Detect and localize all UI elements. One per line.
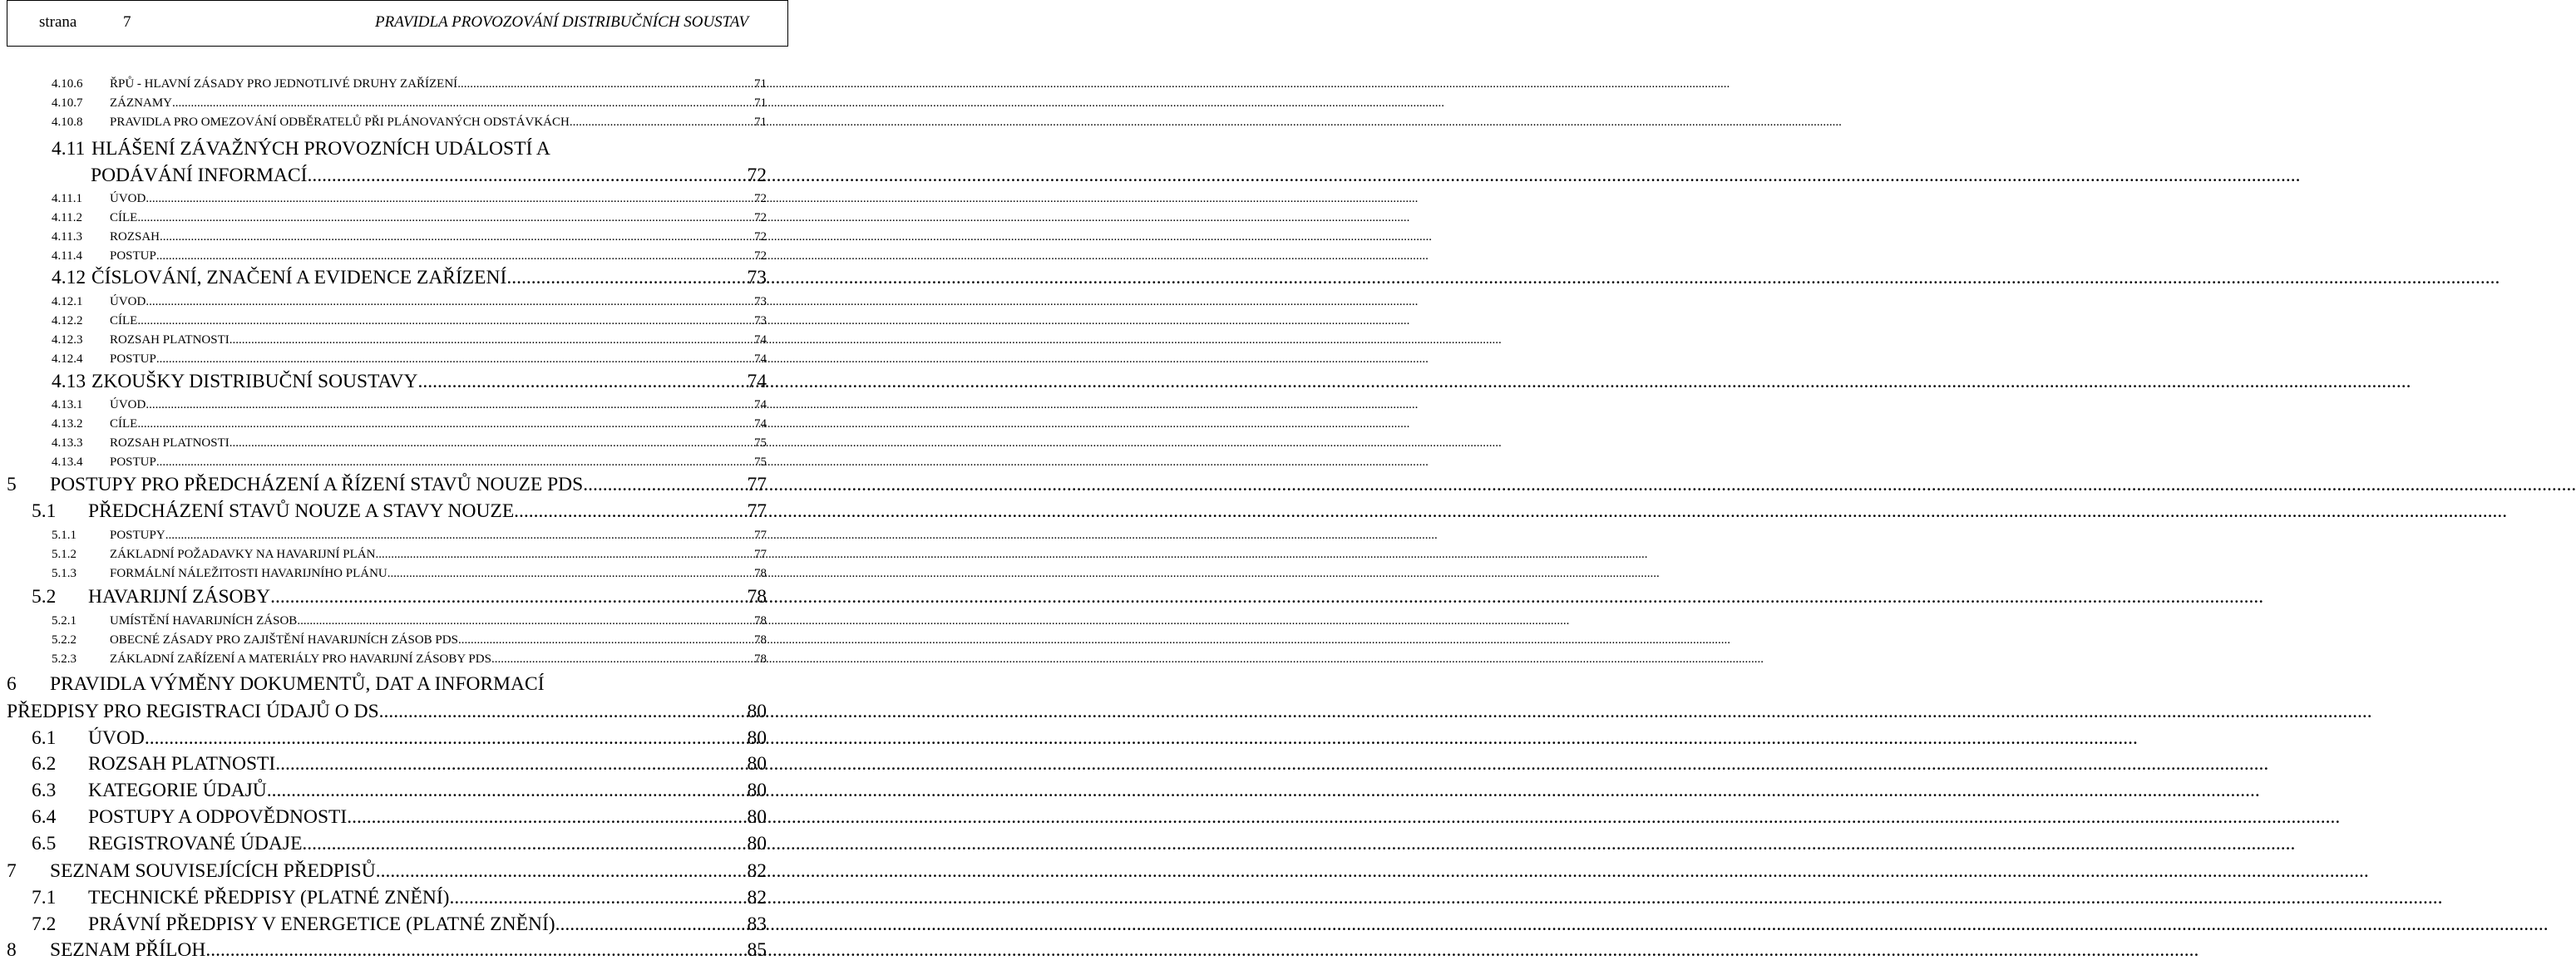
toc-title: PODÁVÁNÍ INFORMACÍ (91, 165, 308, 186)
toc-title: HLÁŠENÍ ZÁVAŽNÝCH PROVOZNÍCH UDÁLOSTÍ A (91, 138, 550, 160)
toc-entry-5[interactable] (7, 474, 767, 499)
toc-page: 78 (754, 614, 767, 628)
dot-leader (491, 652, 754, 667)
dot-leader (229, 333, 754, 347)
toc-number: 4.12 (52, 267, 86, 288)
toc-entry-5-2-1[interactable] (52, 614, 767, 632)
toc-number: 6.4 (32, 806, 57, 828)
dot-leader (267, 780, 748, 802)
toc-page: 80 (747, 806, 767, 828)
toc-title: POSTUP (110, 352, 156, 366)
toc-title: ČÍSLOVÁNÍ, ZNAČENÍ A EVIDENCE ZAŘÍZENÍ (91, 267, 507, 288)
toc-entry-6-1[interactable] (32, 727, 767, 752)
toc-entry-7[interactable] (7, 860, 767, 885)
toc-number: 8 (7, 939, 17, 961)
toc-title: CÍLE (110, 211, 138, 224)
dot-leader (145, 727, 748, 750)
toc-page: 77 (754, 548, 767, 561)
toc-entry-4-11-3[interactable] (52, 230, 767, 248)
toc-page: 80 (747, 701, 767, 722)
toc-title: PRÁVNÍ PŘEDPISY V ENERGETICE (PLATNÉ ZNĚNÍ) (88, 913, 555, 935)
toc-number: 6.5 (32, 833, 57, 854)
toc-number: 6 (7, 673, 17, 695)
toc-number: 7.1 (32, 887, 57, 908)
toc-title: CÍLE (110, 417, 138, 431)
toc-entry-4-10-7[interactable] (52, 96, 767, 114)
dot-leader (417, 371, 747, 393)
toc-page: 85 (747, 939, 767, 961)
dot-leader (458, 633, 754, 647)
toc-number: 4.13.2 (52, 417, 83, 431)
toc-entry-4-12-2[interactable] (52, 314, 767, 332)
toc-number: 5.2 (32, 586, 57, 608)
dot-leader (514, 500, 747, 523)
toc-entry-5-2-3[interactable] (52, 652, 767, 670)
toc-entry-6-continued[interactable] (7, 701, 767, 726)
toc-page: 78 (754, 652, 767, 666)
toc-entry-4-13-4[interactable] (52, 455, 767, 473)
toc-entry-4-10-6[interactable] (52, 77, 767, 95)
toc-number: 4.10.7 (52, 96, 83, 110)
toc-entry-5-1[interactable] (32, 500, 767, 525)
toc-title: PŘEDPISY PRO REGISTRACI ÚDAJŮ O DS (7, 701, 379, 722)
dot-leader (160, 230, 754, 244)
toc-entry-4-12-4[interactable] (52, 352, 767, 370)
toc-entry-4-13[interactable] (52, 371, 767, 396)
toc-number: 4.11.2 (52, 211, 82, 224)
dot-leader (229, 436, 754, 450)
toc-title: ROZSAH PLATNOSTI (110, 436, 229, 450)
dot-leader (165, 529, 754, 543)
dot-leader (137, 417, 754, 431)
dot-leader (302, 833, 747, 855)
dot-leader (379, 701, 748, 723)
dot-leader (375, 548, 754, 562)
toc-number: 5.1.2 (52, 548, 76, 561)
toc-number: 7.2 (32, 913, 57, 935)
dot-leader (275, 753, 747, 775)
toc-page: 72 (754, 192, 767, 205)
toc-title: ZÁZNAMY (110, 96, 172, 110)
dot-leader (270, 586, 747, 608)
toc-number: 7 (7, 860, 17, 882)
dot-leader (297, 614, 754, 628)
toc-title: ROZSAH PLATNOSTI (88, 753, 276, 775)
dot-leader (146, 192, 754, 206)
dot-leader (156, 455, 754, 470)
toc-entry-7-2[interactable] (32, 913, 767, 938)
toc-number: 5.2.3 (52, 652, 76, 666)
toc-page: 74 (754, 417, 767, 431)
toc-title: OBECNÉ ZÁSADY PRO ZAJIŠTĚNÍ HAVARIJNÍCH ZÁSOB PDS (110, 633, 458, 647)
dot-leader (457, 77, 754, 91)
toc-number: 4.11.1 (52, 192, 82, 205)
toc-page: 71 (754, 116, 767, 129)
toc-title: POSTUPY (110, 529, 165, 542)
toc-page: 77 (747, 474, 767, 495)
toc-title: POSTUPY PRO PŘEDCHÁZENÍ A ŘÍZENÍ STAVŮ NOUZE PDS (50, 474, 584, 495)
toc-entry-4-13-3[interactable] (52, 436, 767, 454)
toc-entry-5-1-1[interactable] (52, 529, 767, 546)
toc-number: 5.1.3 (52, 567, 76, 580)
toc-entry-5-1-2[interactable] (52, 548, 767, 565)
toc-number: 5 (7, 474, 17, 495)
toc-title: ÚVOD (110, 295, 146, 308)
toc-number: 4.12.2 (52, 314, 83, 327)
toc-number: 4.13.4 (52, 455, 83, 469)
toc-entry-4-10-8[interactable] (52, 116, 767, 133)
toc-title: SEZNAM SOUVISEJÍCÍCH PŘEDPISŮ (50, 860, 376, 882)
toc-number: 4.12.1 (52, 295, 83, 308)
table-of-contents (0, 0, 798, 965)
toc-title: ÚVOD (110, 398, 146, 411)
toc-page: 73 (747, 267, 767, 288)
toc-page: 75 (754, 436, 767, 450)
toc-page: 83 (747, 913, 767, 935)
toc-entry-4-11-4[interactable] (52, 249, 767, 267)
toc-page: 73 (754, 295, 767, 308)
toc-number: 4.13.3 (52, 436, 83, 450)
toc-page: 77 (754, 529, 767, 542)
page-number: 7 (123, 13, 131, 31)
toc-entry-7-1[interactable] (32, 887, 767, 912)
toc-entry-6-2[interactable] (32, 753, 767, 778)
toc-title: PŘEDCHÁZENÍ STAVŮ NOUZE A STAVY NOUZE (88, 500, 515, 522)
toc-title: CÍLE (110, 314, 138, 327)
toc-entry-4-12-3[interactable] (52, 333, 767, 351)
toc-entry-6[interactable] (7, 673, 767, 698)
toc-page: 80 (747, 833, 767, 854)
toc-entry-6-3[interactable] (32, 780, 767, 805)
toc-page: 82 (747, 860, 767, 882)
toc-number: 4.12.3 (52, 333, 83, 347)
toc-page: 71 (754, 77, 767, 91)
dot-leader (137, 314, 754, 328)
toc-title: ZÁKLADNÍ POŽADAVKY NA HAVARIJNÍ PLÁN (110, 548, 376, 561)
toc-entry-5-1-3[interactable] (52, 567, 767, 584)
toc-number: 4.10.6 (52, 77, 83, 91)
toc-page: 74 (754, 333, 767, 347)
dot-leader (555, 913, 748, 936)
dot-leader (583, 474, 747, 496)
toc-number: 6.3 (32, 780, 57, 801)
toc-page: 74 (754, 398, 767, 411)
toc-number: 6.2 (32, 753, 57, 775)
toc-entry-4-12[interactable] (52, 267, 767, 292)
toc-title: ÚVOD (110, 192, 146, 205)
toc-page: 78 (754, 633, 767, 647)
toc-entry-4-11-continued[interactable] (91, 165, 767, 190)
dot-leader (156, 352, 754, 367)
toc-page: 80 (747, 753, 767, 775)
toc-number: 4.11.4 (52, 249, 82, 263)
toc-page: 72 (754, 230, 767, 244)
toc-number: 4.13 (52, 371, 86, 392)
toc-page: 77 (747, 500, 767, 522)
toc-page: 74 (754, 352, 767, 366)
toc-number: 5.1.1 (52, 529, 76, 542)
toc-number: 4.11 (52, 138, 86, 160)
toc-title: POSTUP (110, 455, 156, 469)
toc-page: 78 (747, 586, 767, 608)
toc-title: PRAVIDLA VÝMĚNY DOKUMENTŮ, DAT A INFORMACÍ (50, 673, 545, 695)
toc-title: ROZSAH PLATNOSTI (110, 333, 229, 347)
toc-page: 78 (754, 567, 767, 580)
toc-page: 80 (747, 727, 767, 749)
page-label: strana (39, 13, 77, 31)
toc-entry-4-11-2[interactable] (52, 211, 767, 229)
dot-leader (570, 116, 754, 130)
toc-entry-5-2[interactable] (32, 586, 767, 611)
toc-page: 72 (754, 211, 767, 224)
toc-title: TECHNICKÉ PŘEDPISY (PLATNÉ ZNĚNÍ) (88, 887, 450, 908)
document-title: PRAVIDLA PROVOZOVÁNÍ DISTRIBUČNÍCH SOUSTAV (375, 13, 749, 31)
toc-page: 72 (754, 249, 767, 263)
toc-number: 5.2.1 (52, 614, 76, 628)
toc-title: ŘPŮ - HLAVNÍ ZÁSADY PRO JEDNOTLIVÉ DRUHY ZAŘÍZENÍ (110, 77, 458, 91)
toc-title: POSTUPY A ODPOVĚDNOSTI (88, 806, 348, 828)
dot-leader (137, 211, 754, 225)
dot-leader (146, 295, 754, 309)
toc-number: 5.1 (32, 500, 57, 522)
toc-title: ZKOUŠKY DISTRIBUČNÍ SOUSTAVY (91, 371, 418, 392)
toc-page: 73 (754, 314, 767, 327)
toc-title: HAVARIJNÍ ZÁSOBY (88, 586, 271, 608)
toc-page: 82 (747, 887, 767, 908)
toc-number: 4.12.4 (52, 352, 83, 366)
dot-leader (146, 398, 754, 412)
toc-page: 74 (747, 371, 767, 392)
toc-number: 4.10.8 (52, 116, 83, 129)
toc-title: SEZNAM PŘÍLOH (50, 939, 206, 961)
toc-entry-4-13-2[interactable] (52, 417, 767, 435)
toc-entry-6-4[interactable] (32, 806, 767, 831)
toc-entry-4-11[interactable] (52, 138, 767, 163)
dot-leader (506, 267, 747, 289)
toc-page: 80 (747, 780, 767, 801)
toc-number: 4.11.3 (52, 230, 82, 244)
dot-leader (172, 96, 754, 111)
toc-number: 5.2.2 (52, 633, 76, 647)
toc-number: 4.13.1 (52, 398, 83, 411)
toc-entry-4-13-1[interactable] (52, 398, 767, 416)
dot-leader (307, 165, 747, 187)
dot-leader (450, 887, 748, 909)
toc-title: UMÍSTĚNÍ HAVARIJNÍCH ZÁSOB (110, 614, 298, 628)
dot-leader (156, 249, 754, 263)
toc-page: 75 (754, 455, 767, 469)
toc-title: FORMÁLNÍ NÁLEŽITOSTI HAVARIJNÍHO PLÁNU (110, 567, 387, 580)
dot-leader (205, 939, 747, 962)
toc-page: 71 (754, 96, 767, 110)
toc-entry-5-2-2[interactable] (52, 633, 767, 651)
toc-entry-4-12-1[interactable] (52, 295, 767, 313)
dot-leader (347, 806, 747, 829)
toc-title: KATEGORIE ÚDAJŮ (88, 780, 267, 801)
toc-title: ZÁKLADNÍ ZAŘÍZENÍ A MATERIÁLY PRO HAVARIJNÍ ZÁSOBY PDS (110, 652, 491, 666)
toc-title: POSTUP (110, 249, 156, 263)
toc-page: 72 (747, 165, 767, 186)
toc-title: ÚVOD (88, 727, 145, 749)
toc-entry-4-11-1[interactable] (52, 192, 767, 209)
toc-entry-8[interactable] (7, 939, 767, 964)
toc-entry-6-5[interactable] (32, 833, 767, 858)
toc-number: 6.1 (32, 727, 57, 749)
dot-leader (376, 860, 748, 883)
toc-title: ROZSAH (110, 230, 160, 244)
toc-title: PRAVIDLA PRO OMEZOVÁNÍ ODBĚRATELŮ PŘI PLÁNOVANÝCH ODSTÁVKÁCH (110, 116, 570, 129)
dot-leader (387, 567, 754, 581)
toc-title: REGISTROVANÉ ÚDAJE (88, 833, 303, 854)
